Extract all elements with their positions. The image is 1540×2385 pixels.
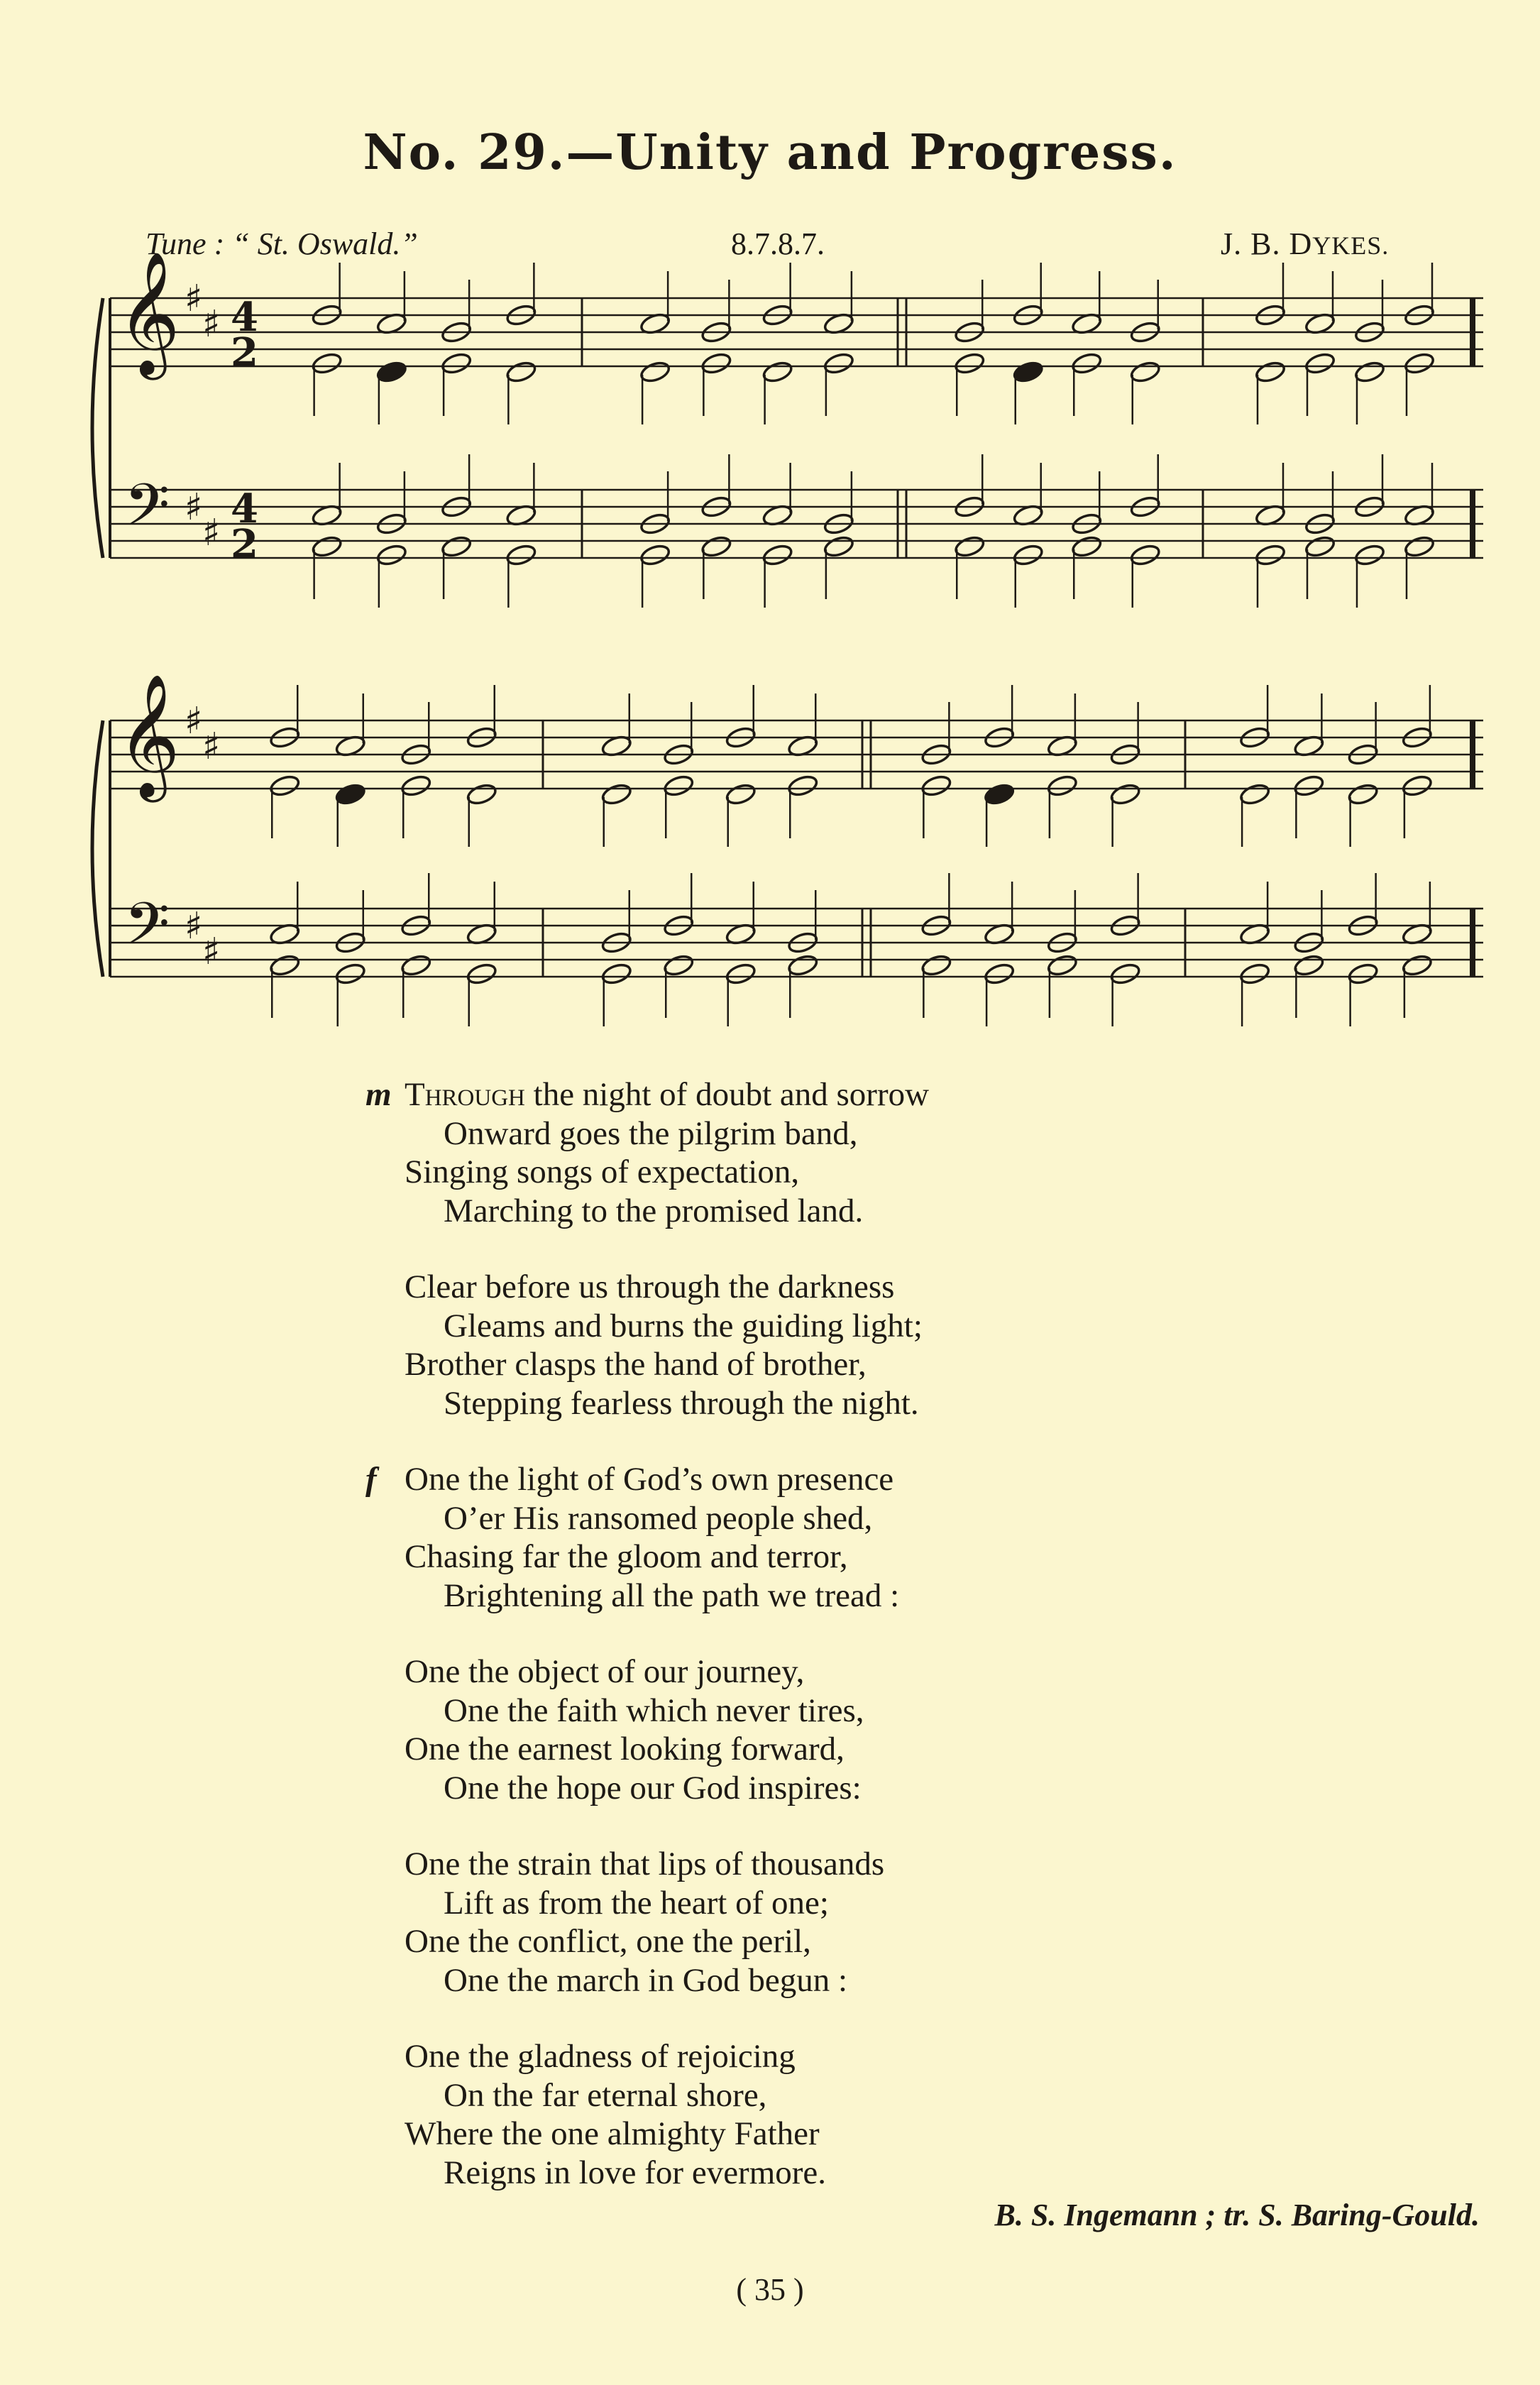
verse-text: Brother clasps the hand of brother, bbox=[405, 1346, 867, 1383]
alto-note bbox=[823, 351, 854, 375]
verse-line bbox=[405, 1845, 1469, 1884]
verse-line bbox=[405, 1577, 1469, 1616]
bass-note bbox=[375, 543, 407, 567]
system-brace bbox=[92, 720, 103, 977]
verse-line bbox=[405, 1537, 1469, 1577]
alto-note bbox=[375, 360, 407, 384]
bass-note bbox=[1347, 962, 1379, 986]
verse-line bbox=[405, 1114, 1469, 1153]
alto-note bbox=[1129, 360, 1161, 384]
alto-note bbox=[441, 351, 473, 375]
bass-note bbox=[505, 543, 537, 567]
alto-note bbox=[639, 360, 671, 384]
hymn-verses bbox=[365, 1075, 1469, 2230]
alto-note bbox=[1046, 774, 1078, 798]
verse-line bbox=[405, 1884, 1469, 1923]
bass-note bbox=[1046, 953, 1078, 977]
bass-note bbox=[663, 953, 695, 977]
alto-note bbox=[1403, 351, 1435, 375]
composer-name-rest: YKES. bbox=[1312, 231, 1390, 260]
alto-note bbox=[505, 360, 537, 384]
alto-note bbox=[1239, 782, 1271, 806]
bass-note bbox=[1239, 962, 1271, 986]
sharp-sign: ♯ bbox=[185, 278, 203, 320]
alto-note bbox=[984, 782, 1016, 806]
stanza-4 bbox=[405, 1652, 1469, 1807]
verse-line bbox=[365, 1460, 1469, 1499]
bass-note bbox=[725, 962, 757, 986]
verse-text: On the far eternal shore, bbox=[444, 2076, 767, 2114]
alto-note bbox=[466, 782, 497, 806]
bass-note bbox=[1403, 534, 1435, 559]
alto-note bbox=[663, 774, 695, 798]
verse-line bbox=[365, 1075, 1469, 1114]
music-score bbox=[0, 0, 1540, 1036]
bass-clef: 𝄢 bbox=[124, 889, 170, 972]
verse-line bbox=[405, 1922, 1469, 1961]
bass-note bbox=[1254, 543, 1286, 567]
alto-note bbox=[1109, 782, 1141, 806]
verse-text: One the conflict, one the peril, bbox=[405, 1923, 811, 1960]
alto-note bbox=[1254, 360, 1286, 384]
bass-note bbox=[954, 534, 986, 559]
time-signature-top: 4 bbox=[231, 486, 258, 532]
stanza-6 bbox=[405, 2037, 1469, 2192]
alto-note bbox=[600, 782, 632, 806]
bass-note bbox=[1071, 534, 1103, 559]
alto-note bbox=[1401, 774, 1433, 798]
bass-note bbox=[269, 953, 301, 977]
bass-note bbox=[1293, 953, 1325, 977]
alto-note bbox=[1304, 351, 1336, 375]
verse-line bbox=[405, 2115, 1469, 2154]
verse-line bbox=[405, 1384, 1469, 1423]
bass-note bbox=[400, 953, 432, 977]
stanza-5 bbox=[405, 1845, 1469, 2000]
bass-note bbox=[823, 534, 854, 559]
verse-line bbox=[405, 2037, 1469, 2076]
alto-note bbox=[920, 774, 952, 798]
verse-text: One the faith which never tires, bbox=[444, 1692, 864, 1729]
verse-text: One the strain that lips of thousands bbox=[405, 1846, 885, 1882]
bass-note bbox=[700, 534, 732, 559]
bass-note bbox=[1109, 962, 1141, 986]
verse-text: Singing songs of expectation, bbox=[405, 1153, 800, 1190]
verse-text: Stepping fearless through the night. bbox=[444, 1384, 919, 1422]
verse-line bbox=[405, 2154, 1469, 2193]
bass-note bbox=[639, 543, 671, 567]
bass-note bbox=[600, 962, 632, 986]
meter: 8.7.8.7. bbox=[731, 226, 825, 261]
verse-text: One the hope our God inspires: bbox=[444, 1769, 862, 1806]
dynamic-marking: m bbox=[365, 1076, 392, 1113]
bass-note bbox=[1401, 953, 1433, 977]
treble-clef: 𝄞 bbox=[117, 674, 180, 797]
verse-text: One the light of God’s own presence bbox=[405, 1461, 894, 1498]
verse-text: Chasing far the gloom and terror, bbox=[405, 1538, 848, 1575]
alto-note bbox=[400, 774, 432, 798]
verse-text: the night of doubt and sorrow bbox=[524, 1076, 930, 1113]
sharp-sign: ♯ bbox=[185, 700, 203, 742]
verse-text: Onward goes the pilgrim band, bbox=[444, 1114, 858, 1152]
bass-note bbox=[334, 962, 366, 986]
alto-note bbox=[700, 351, 732, 375]
verse-text: One the gladness of rejoicing bbox=[405, 2038, 796, 2075]
verse-text: One the object of our journey, bbox=[405, 1653, 805, 1690]
treble-clef: 𝄞 bbox=[117, 251, 180, 375]
hymn-title: No. 29.—Unity and Progress. bbox=[363, 124, 1177, 181]
alto-note bbox=[1293, 774, 1325, 798]
alto-note bbox=[787, 774, 819, 798]
verse-line bbox=[405, 1192, 1469, 1231]
bass-note bbox=[1353, 543, 1385, 567]
bass-note bbox=[920, 953, 952, 977]
alto-note bbox=[761, 360, 793, 384]
verse-text: Marching to the promised land. bbox=[444, 1192, 864, 1229]
sharp-sign: ♯ bbox=[202, 512, 221, 554]
verse-text: O’er His ransomed people shed, bbox=[444, 1499, 873, 1537]
sharp-sign: ♯ bbox=[202, 931, 221, 973]
verse-line bbox=[405, 1307, 1469, 1346]
bass-note bbox=[984, 962, 1016, 986]
composer-initials: J. B. D bbox=[1221, 226, 1313, 261]
verse-text: Where the one almighty Father bbox=[405, 2115, 820, 2152]
bass-note bbox=[1304, 534, 1336, 559]
verse-text: Reigns in love for evermore. bbox=[444, 2154, 827, 2191]
alto-note bbox=[954, 351, 986, 375]
alto-note bbox=[725, 782, 757, 806]
tune-label: Tune : “ St. Oswald.” bbox=[145, 226, 418, 261]
bass-note bbox=[311, 534, 343, 559]
verse-line bbox=[405, 1345, 1469, 1384]
page-number: ( 35 ) bbox=[736, 2272, 804, 2307]
sharp-sign: ♯ bbox=[202, 725, 221, 768]
verse-line bbox=[405, 1961, 1469, 2000]
bass-note bbox=[787, 953, 819, 977]
dynamic-marking: f bbox=[365, 1461, 377, 1498]
stanza-3 bbox=[365, 1460, 1469, 1615]
bass-note bbox=[761, 543, 793, 567]
time-signature-top: 4 bbox=[231, 294, 258, 341]
sharp-sign: ♯ bbox=[202, 303, 221, 346]
sharp-sign: ♯ bbox=[185, 486, 203, 529]
alto-note bbox=[1347, 782, 1379, 806]
verse-first-word: Through bbox=[405, 1076, 525, 1113]
bass-note bbox=[466, 962, 497, 986]
verse-line bbox=[405, 1499, 1469, 1538]
verse-line bbox=[405, 1730, 1469, 1769]
verse-text: One the march in God begun : bbox=[444, 1961, 848, 1999]
stanza-1 bbox=[365, 1075, 1469, 1230]
verse-line bbox=[405, 1692, 1469, 1731]
alto-note bbox=[311, 351, 343, 375]
alto-note bbox=[1012, 360, 1044, 384]
alto-note bbox=[1071, 351, 1103, 375]
verse-text: Gleams and burns the guiding light; bbox=[444, 1307, 923, 1344]
bass-note bbox=[1012, 543, 1044, 567]
alto-note bbox=[334, 782, 366, 806]
stanza-2 bbox=[405, 1268, 1469, 1422]
verse-text: Clear before us through the darkness bbox=[405, 1268, 895, 1305]
time-signature-bottom: 2 bbox=[231, 329, 258, 376]
alto-note bbox=[269, 774, 301, 798]
sharp-sign: ♯ bbox=[185, 905, 203, 948]
attribution: B. S. Ingemann ; tr. S. Baring-Gould. bbox=[994, 2198, 1480, 2232]
verse-text: Brightening all the path we tread : bbox=[444, 1577, 900, 1614]
bass-note bbox=[1129, 543, 1161, 567]
verse-line bbox=[405, 2076, 1469, 2115]
time-signature-bottom: 2 bbox=[231, 521, 258, 568]
verse-line bbox=[405, 1652, 1469, 1692]
alto-note bbox=[1353, 360, 1385, 384]
verse-text: One the earnest looking forward, bbox=[405, 1731, 845, 1767]
verse-line bbox=[405, 1769, 1469, 1808]
system-brace bbox=[92, 298, 103, 558]
bass-clef: 𝄢 bbox=[124, 471, 170, 554]
verse-line bbox=[405, 1153, 1469, 1192]
bass-note bbox=[441, 534, 473, 559]
verse-line bbox=[405, 1268, 1469, 1307]
verse-text: Lift as from the heart of one; bbox=[444, 1884, 829, 1921]
